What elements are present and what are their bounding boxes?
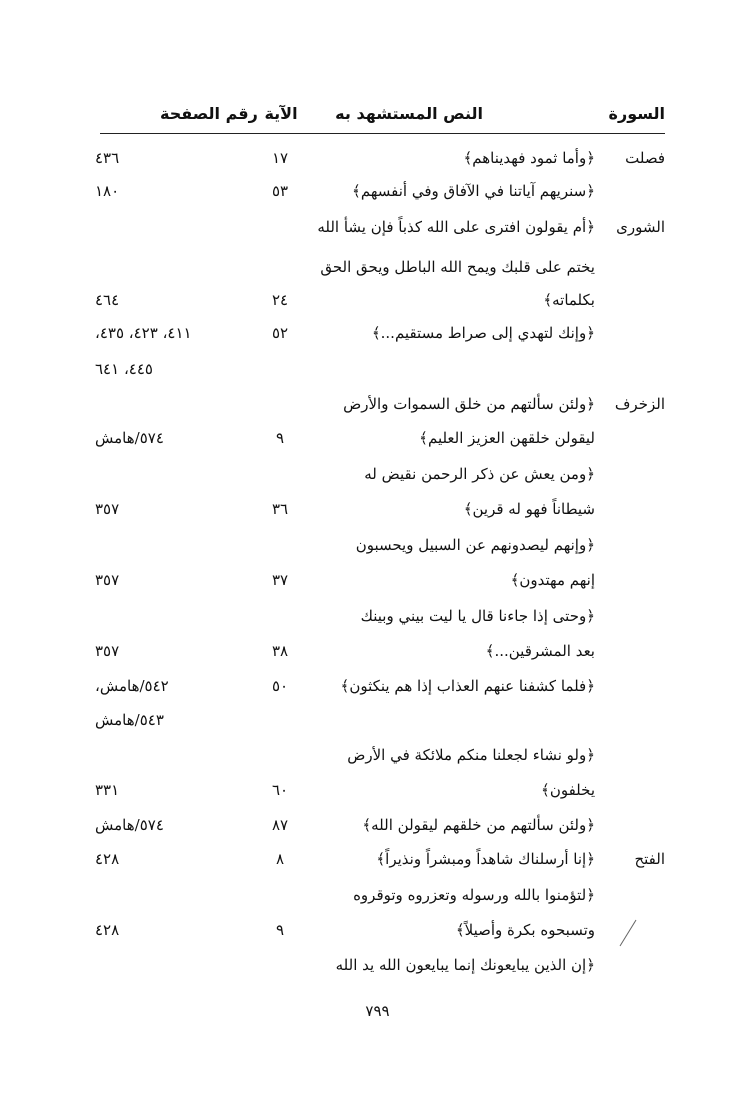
cell-pages: ٣٣١ (95, 781, 120, 799)
cell-pages: ٤١١، ٤٢٣، ٤٣٥، (95, 324, 192, 342)
header-ayah: الآية (264, 104, 298, 123)
table-row (0, 950, 755, 980)
cell-sura: الفتح (634, 850, 665, 868)
cell-text: بكلماته﴾ (543, 291, 595, 309)
cell-pages: ٤٢٨ (95, 921, 120, 939)
table-row (0, 176, 755, 206)
table-row (0, 143, 755, 173)
cell-text: شيطاناً فهو له قرين﴾ (463, 500, 595, 518)
cell-pages: ٤٢٨ (95, 850, 120, 868)
cell-text: ﴿سنريهم آياتنا في الآفاق وفي أنفسهم﴾ (352, 182, 595, 200)
cell-text: ﴿وإنهم ليصدونهم عن السبيل ويحسبون (355, 536, 595, 554)
cell-pages: ٥٤٣/هامش (95, 711, 164, 729)
cell-pages: ٥٤٢/هامش، (95, 677, 169, 695)
table-row (0, 494, 755, 524)
table-row (0, 601, 755, 631)
header-sura: السورة (608, 104, 665, 123)
cell-sura: فصلت (625, 149, 665, 167)
page-number: ٧٩٩ (365, 1002, 390, 1020)
cell-ayah: ٦٠ (271, 781, 289, 799)
table-row (0, 318, 755, 348)
table-row (0, 212, 755, 242)
cell-pages: ٤٤٥، ٦٤١ (95, 360, 153, 378)
cell-text: وتسبحوه بكرة وأصيلاً﴾ (455, 921, 595, 939)
cell-pages: ٣٥٧ (95, 642, 120, 660)
cell-text: بعد المشرقين...﴾ (485, 642, 595, 660)
table-row (0, 423, 755, 453)
cell-ayah: ٢٤ (271, 291, 289, 309)
cell-pages: ٣٥٧ (95, 500, 120, 518)
cell-ayah: ٣٨ (271, 642, 289, 660)
header-rule (100, 133, 665, 134)
cell-pages: ٣٥٧ (95, 571, 120, 589)
cell-text: ﴿وأما ثمود فهديناهم﴾ (463, 149, 595, 167)
table-row (0, 459, 755, 489)
cell-text: ﴿وإنك لتهدي إلى صراط مستقيم...﴾ (371, 324, 595, 342)
table-row (0, 636, 755, 666)
table-row (0, 565, 755, 595)
cell-ayah: ٩ (275, 921, 285, 939)
cell-text: ليقولن خلقهن العزيز العليم﴾ (419, 429, 595, 447)
cell-pages: ٥٧٤/هامش (95, 429, 164, 447)
cell-text: ﴿لتؤمنوا بالله ورسوله وتعزروه وتوقروه (353, 886, 595, 904)
table-row (0, 354, 755, 384)
cell-text: ﴿إنا أرسلناك شاهداً ومبشراً ونذيراً﴾ (376, 850, 595, 868)
cell-ayah: ١٧ (271, 149, 289, 167)
table-row (0, 775, 755, 805)
table-row (0, 740, 755, 770)
table-row (0, 705, 755, 735)
cell-pages: ١٨٠ (95, 182, 120, 200)
table-row (0, 880, 755, 910)
cell-text: ﴿ومن يعش عن ذكر الرحمن نقيض له (364, 465, 595, 483)
table-row (0, 530, 755, 560)
cell-ayah: ٥٣ (271, 182, 289, 200)
cell-text: ﴿ولو نشاء لجعلنا منكم ملائكة في الأرض (347, 746, 595, 764)
header-text: النص المستشهد به (335, 104, 483, 123)
table-row (0, 844, 755, 874)
cell-text: يختم على قلبك ويمح الله الباطل ويحق الحق (320, 258, 595, 276)
cell-text: إنهم مهتدون﴾ (510, 571, 595, 589)
cell-text: يخلفون﴾ (541, 781, 595, 799)
table-row (0, 389, 755, 419)
cell-pages: ٤٣٦ (95, 149, 120, 167)
cell-text: ﴿فلما كشفنا عنهم العذاب إذا هم ينكثون﴾ (340, 677, 595, 695)
cell-sura: الشورى (616, 218, 665, 236)
table-row (0, 285, 755, 315)
table-row (0, 671, 755, 701)
cell-ayah: ٩ (275, 429, 285, 447)
header-pages: رقم الصفحة (160, 104, 258, 123)
cell-ayah: ٣٦ (271, 500, 289, 518)
cell-text: ﴿أم يقولون افترى على الله كذباً فإن يشأ الله (317, 218, 595, 236)
table-row (0, 810, 755, 840)
cell-ayah: ٨٧ (271, 816, 289, 834)
table-row (0, 252, 755, 282)
cell-pages: ٤٦٤ (95, 291, 120, 309)
cell-pages: ٥٧٤/هامش (95, 816, 164, 834)
cell-text: ﴿ولئن سألتهم من خلقهم ليقولن الله﴾ (362, 816, 595, 834)
cell-sura: الزخرف (614, 395, 665, 413)
cell-ayah: ٥٠ (271, 677, 289, 695)
cell-ayah: ٣٧ (271, 571, 289, 589)
cell-text: ﴿إن الذين يبايعونك إنما يبايعون الله يد الله (335, 956, 595, 974)
cell-ayah: ٥٢ (271, 324, 289, 342)
pencil-mark (614, 918, 642, 948)
cell-text: ﴿وحتى إذا جاءنا قال يا ليت بيني وبينك (360, 607, 595, 625)
cell-text: ﴿ولئن سألتهم من خلق السموات والأرض (343, 395, 595, 413)
cell-ayah: ٨ (275, 850, 285, 868)
